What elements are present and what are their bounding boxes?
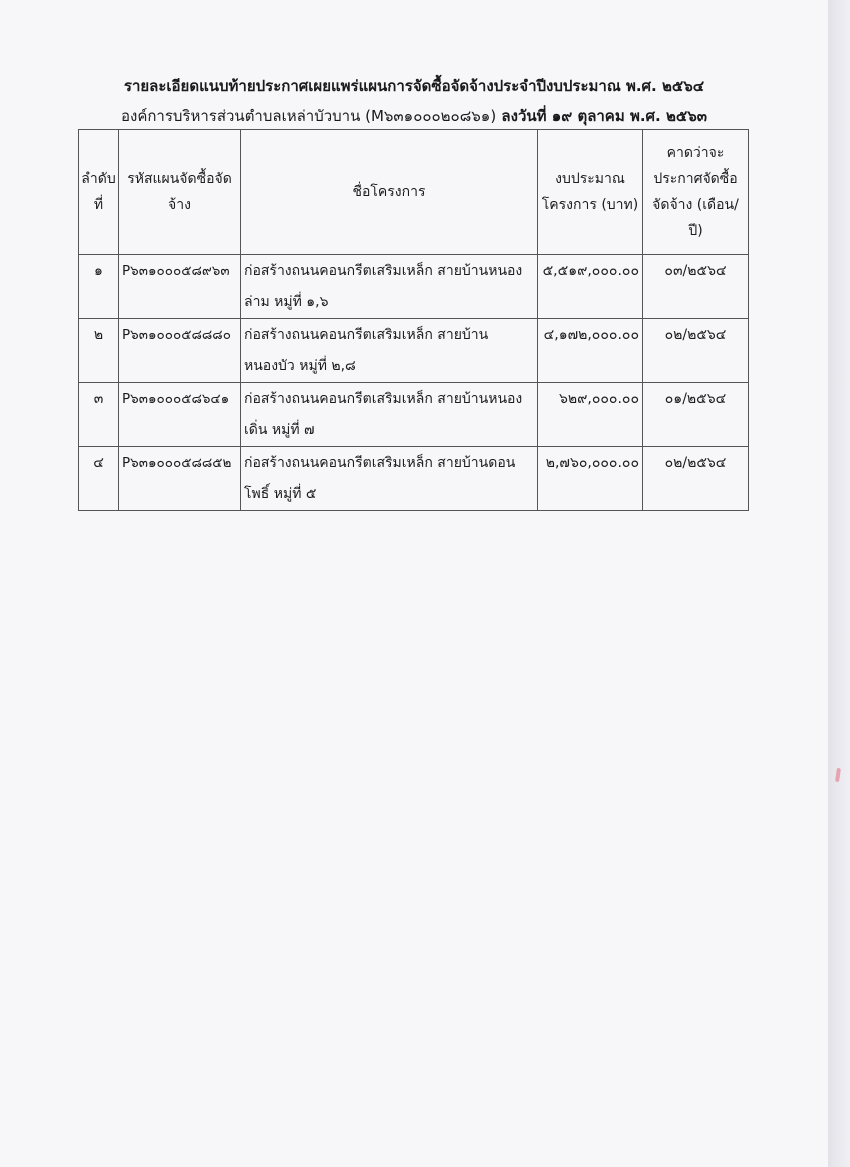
plan-code: P๖๓๑๐๐๐๕๘๖๔๑ bbox=[119, 383, 241, 447]
project-budget: ๖๒๙,๐๐๐.๐๐ bbox=[538, 383, 643, 447]
project-name: ก่อสร้างถนนคอนกรีตเสริมเหล็ก สายบ้านหนองบัว หมู่ที่ ๒,๘ bbox=[241, 319, 538, 383]
procurement-plan-table bbox=[78, 129, 749, 511]
organization-name: องค์การบริหารส่วนตำบลเหล่าบัวบาน (M๖๓๑๐๐๐๒๐๘๖๑) bbox=[120, 107, 497, 125]
plan-code: P๖๓๑๐๐๐๕๘๘๕๒ bbox=[119, 447, 241, 511]
document-subtitle bbox=[0, 104, 828, 128]
project-name: ก่อสร้างถนนคอนกรีตเสริมเหล็ก สายบ้านหนองล่าม หมู่ที่ ๑,๖ bbox=[241, 255, 538, 319]
announce-month: ๐๓/๒๕๖๔ bbox=[643, 255, 749, 319]
row-number: ๒ bbox=[79, 319, 119, 383]
column-header-budget: งบประมาณโครงการ (บาท) bbox=[538, 130, 643, 255]
row-number: ๓ bbox=[79, 383, 119, 447]
announce-month: ๐๒/๒๕๖๔ bbox=[643, 319, 749, 383]
announcement-date: ลงวันที่ ๑๙ ตุลาคม พ.ศ. ๒๕๖๓ bbox=[501, 107, 707, 125]
plan-code: P๖๓๑๐๐๐๕๘๘๘๐ bbox=[119, 319, 241, 383]
table-row bbox=[79, 447, 749, 511]
project-budget: ๕,๕๑๙,๐๐๐.๐๐ bbox=[538, 255, 643, 319]
scan-edge bbox=[828, 0, 850, 1167]
project-name: ก่อสร้างถนนคอนกรีตเสริมเหล็ก สายบ้านดอนโพธิ์ หมู่ที่ ๕ bbox=[241, 447, 538, 511]
plan-code: P๖๓๑๐๐๐๕๘๙๖๓ bbox=[119, 255, 241, 319]
project-budget: ๔,๑๗๒,๐๐๐.๐๐ bbox=[538, 319, 643, 383]
table-header-row bbox=[79, 130, 749, 255]
column-header-code: รหัสแผนจัดซื้อจัดจ้าง bbox=[119, 130, 241, 255]
document-title: รายละเอียดแนบท้ายประกาศเผยแพร่แผนการจัดซื้อจัดจ้างประจำปีงบประมาณ พ.ศ. ๒๕๖๔ bbox=[123, 77, 705, 95]
row-number: ๑ bbox=[79, 255, 119, 319]
column-header-no: ลำดับที่ bbox=[79, 130, 119, 255]
project-name: ก่อสร้างถนนคอนกรีตเสริมเหล็ก สายบ้านหนองเดิ่น หมู่ที่ ๗ bbox=[241, 383, 538, 447]
column-header-name: ชื่อโครงการ bbox=[241, 130, 538, 255]
row-number: ๔ bbox=[79, 447, 119, 511]
announce-month: ๐๑/๒๕๖๔ bbox=[643, 383, 749, 447]
table-row bbox=[79, 255, 749, 319]
column-header-month: คาดว่าจะประกาศจัดซื้อจัดจ้าง (เดือน/ปี) bbox=[643, 130, 749, 255]
project-budget: ๒,๗๖๐,๐๐๐.๐๐ bbox=[538, 447, 643, 511]
announce-month: ๐๒/๒๕๖๔ bbox=[643, 447, 749, 511]
table-row bbox=[79, 383, 749, 447]
table-row bbox=[79, 319, 749, 383]
